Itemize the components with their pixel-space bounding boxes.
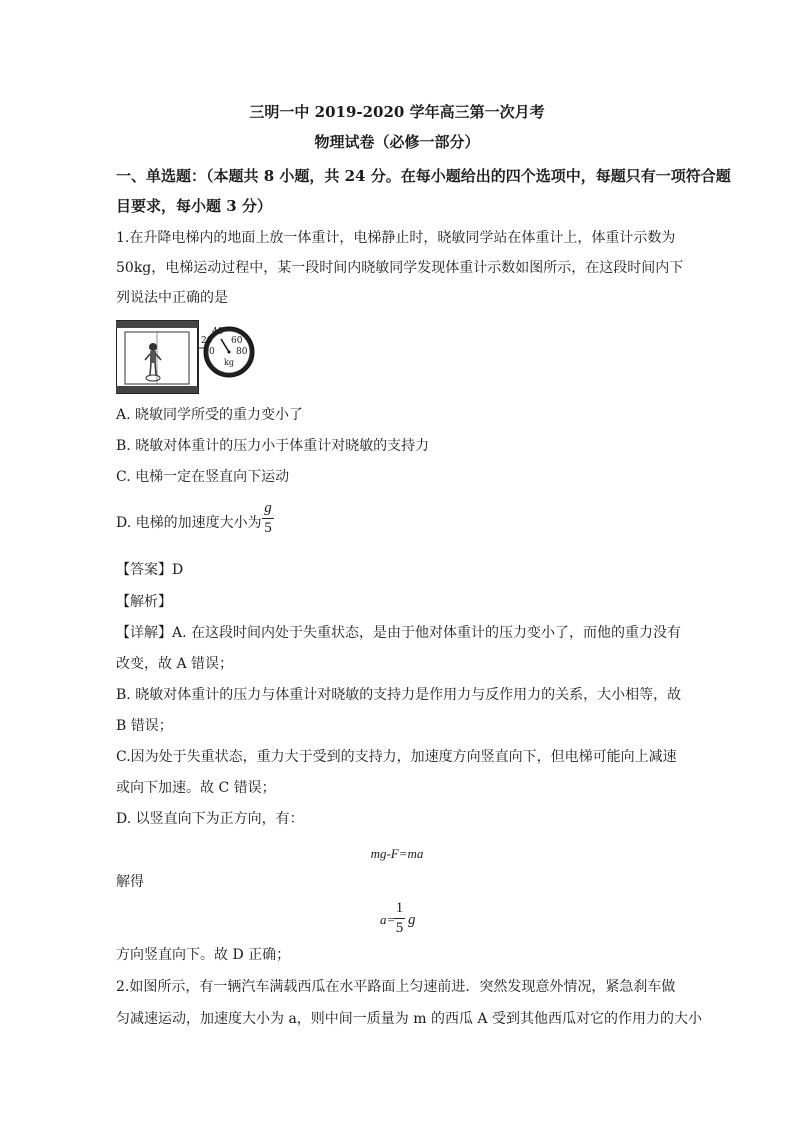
option-d-fraction: [262, 500, 274, 537]
section-heading-line2: 目要求，每小题 3 分）: [116, 197, 272, 215]
equation-newton: mg-F=ma: [370, 846, 424, 861]
q2-stem-line2: 匀减速运动，加速度大小为 a，则中间一质量为 m 的西瓜 A 受到其他西瓜对它的作用力的大小: [116, 1011, 702, 1027]
scale-label-40: 40: [212, 327, 224, 337]
q1-detail-a-line2: 改变，故 A 错误；: [116, 656, 234, 672]
equation-acceleration: [380, 900, 440, 940]
q1-detail-b-line1: B. 晓敏对体重计的压力与体重计对晓敏的支持力是作用力与反作用力的关系，大小相等，故: [116, 687, 682, 703]
q1-stem-line3: 列说法中正确的是: [116, 290, 228, 306]
option-d-numerator: g: [264, 500, 272, 516]
scale-unit: kg: [224, 358, 234, 367]
q1-answer: 【答案】D: [116, 562, 184, 578]
q2-stem-line1: 2.如图所示，有一辆汽车满载西瓜在水平路面上匀速前进．突然发现意外情况，紧急刹车做: [116, 979, 676, 995]
section-heading-line1: 一、单选题：（本题共 8 小题，共 24 分。在每小题给出的四个选项中，每题只有一项符合题: [116, 167, 731, 185]
scale-label-80: 80: [236, 347, 248, 357]
q1-detail-c-line1: C.因为处于失重状态，重力大于受到的支持力，加速度方向竖直向下，但电梯可能向上减速: [116, 749, 677, 765]
q1-analysis-label: 【解析】: [116, 594, 172, 610]
q1-detail-c-line2: 或向下加速。故 C 错误；: [116, 780, 276, 796]
exam-subtitle: 物理试卷（必修一部分）: [314, 133, 480, 151]
q1-option-a: A. 晓敏同学所受的重力变小了: [116, 407, 304, 423]
option-d-denominator: 5: [264, 520, 272, 536]
equation-a-suffix: g: [408, 912, 416, 928]
q1-stem-line2: 50kg，电梯运动过程中，某一段时间内晓敏同学发现体重计示数如图所示，在这段时间内下: [116, 260, 684, 276]
elevator-figure: [116, 320, 268, 394]
equation-a-denominator: 5: [395, 920, 404, 936]
q1-option-b: B. 晓敏对体重计的压力小于体重计对晓敏的支持力: [116, 438, 430, 454]
scale-label-0: 0: [209, 347, 215, 357]
scale-label-20: 20: [201, 336, 213, 346]
elevator-illustration: [116, 320, 268, 394]
equation-a-numerator: 1: [395, 900, 404, 916]
equation-a-prefix: a=: [380, 912, 396, 927]
q1-option-d: D. 电梯的加速度大小为: [116, 515, 262, 531]
q1-detail-d-line1: D. 以竖直向下为正方向，有：: [116, 811, 304, 827]
q1-stem-line1: 1.在升降电梯内的地面上放一体重计，电梯静止时，晓敏同学站在体重计上，体重计示数为: [116, 230, 676, 246]
q1-solve-label: 解得: [116, 874, 144, 890]
q1-option-c: C. 电梯一定在竖直向下运动: [116, 469, 290, 485]
scale-label-60: 60: [231, 336, 243, 346]
exam-title: 三明一中 2019-2020 学年高三第一次月考: [249, 103, 545, 121]
q1-conclusion: 方向竖直向下。故 D 正确；: [116, 947, 291, 963]
q1-detail-b-line2: B 错误；: [116, 718, 173, 734]
q1-detail-a-line1: 【详解】A. 在这段时间内处于失重状态，是由于他对体重计的压力变小了，而他的重力没有: [116, 625, 682, 641]
equation-a-fraction: [394, 900, 405, 937]
